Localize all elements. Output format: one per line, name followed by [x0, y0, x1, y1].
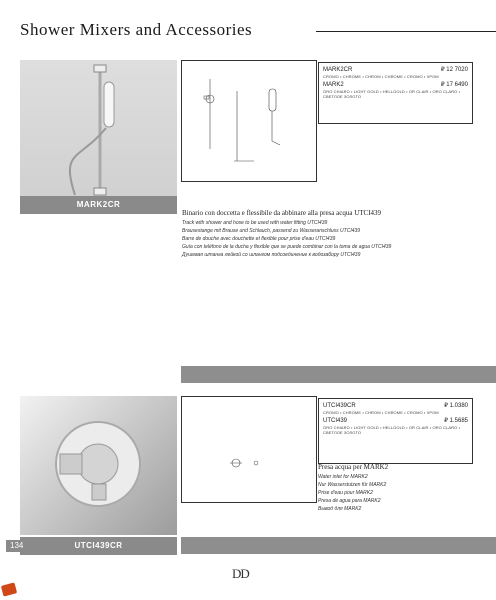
- product-code: MARK2: [323, 82, 344, 88]
- finish-text: ORO CHIARO • LIGHT GOLD • HELLGOLD • OR CLAIR • ORO CLARO • СВЕТЛОЕ ЗОЛОТО: [323, 89, 461, 99]
- product-caption: UTCI439CR: [20, 537, 177, 555]
- description-line: Brausestange mit Brause und Schlauch, passend zu Wasseranschluss UTCI439: [182, 228, 361, 234]
- product-photo-shower-rail: [20, 60, 177, 213]
- description-heading: Presa acqua per MARK2: [318, 463, 389, 471]
- description-line: Prise d'eau pour MARK2: [318, 490, 373, 496]
- brand-logo: DD: [232, 566, 249, 581]
- price-row: [323, 402, 468, 410]
- technical-drawing: [181, 396, 317, 503]
- price-value: ₽ 12 7020: [440, 67, 468, 73]
- section-divider-bar: [181, 366, 496, 383]
- finish-text: CROMO • CHROME • CHROM • CHROME • CROMO • ХРОМ: [323, 74, 439, 79]
- product-photo-water-inlet: [20, 396, 177, 535]
- product-description: [318, 462, 388, 513]
- price-row: [323, 81, 468, 89]
- section-divider-bar: [181, 537, 496, 554]
- description-line: Душевая штанга лейкой со шлангом подсоединение к водозабору UTCI439: [182, 252, 361, 258]
- description-line: Barre de douche avec douchette et flexible pour prise d'eau UTCI439: [182, 236, 336, 242]
- title-rule: [316, 31, 496, 32]
- finish-text: ORO CHIARO • LIGHT GOLD • HELLGOLD • OR CLAIR • ORO CLARO • СВЕТЛОЕ ЗОЛОТО: [323, 425, 461, 435]
- description-line: Guía con teléfono de la ducha y flexible que se puede combinar con la toma de agua UTCI439: [182, 244, 392, 250]
- price-value: ₽ 17 6490: [440, 82, 468, 88]
- technical-drawing: [181, 60, 317, 182]
- price-value: ₽ 1.0380: [444, 403, 468, 409]
- finish-text: CROMO • CHROME • CHROM • CHROME • CROMO • ХРОМ: [323, 410, 439, 415]
- description-line: Presa de agua para MARK2: [318, 498, 381, 504]
- price-value: ₽ 1.5685: [444, 418, 468, 424]
- price-list: [318, 62, 473, 124]
- product-caption: MARK2CR: [20, 196, 177, 214]
- price-row: [323, 417, 468, 425]
- tag-icon: [1, 582, 17, 596]
- technical-drawing-inlet: [182, 397, 316, 502]
- description-line: Water inlet for MARK2: [318, 474, 368, 480]
- page-title: Shower Mixers and Accessories: [20, 20, 253, 39]
- product-code: UTCI439: [323, 418, 348, 424]
- technical-drawing-rail: [182, 61, 316, 181]
- product-description: [182, 208, 391, 259]
- description-line: Track with shower and hose to be used with water fitting UTCI439: [182, 220, 328, 226]
- product-code: UTCI439CR: [323, 403, 356, 409]
- description-heading: Binario con doccetta e flessibile da abbinare alla presa acqua UTCI439: [182, 209, 382, 217]
- page-number: 134: [6, 540, 27, 552]
- price-list: [318, 398, 473, 464]
- shower-rail-illustration: [20, 60, 177, 213]
- price-row: [323, 66, 468, 74]
- description-line: Вывод для MARK2: [318, 506, 362, 512]
- product-code: MARK2CR: [323, 67, 353, 73]
- description-line: Nur Wasserstutzen für MARK2: [318, 482, 387, 488]
- water-inlet-illustration: [20, 396, 177, 535]
